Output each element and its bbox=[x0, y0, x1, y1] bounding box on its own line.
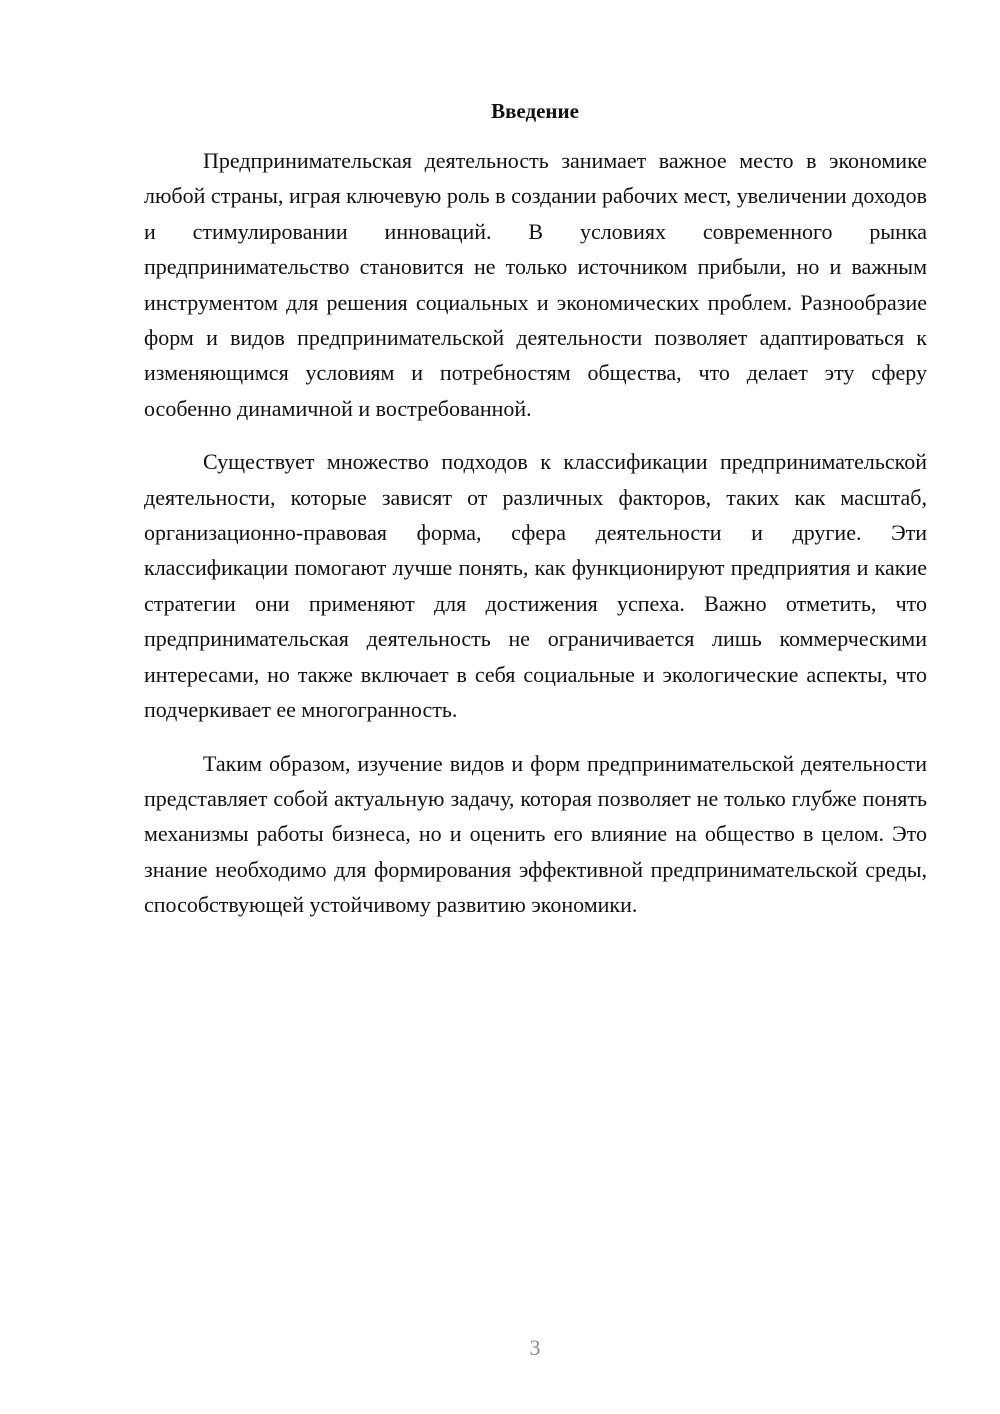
body-text bbox=[144, 143, 927, 923]
paragraph-2: Существует множество подходов к классификации предпринимательской деятельности, которые зависят от различных факторов, таких как масштаб, организационно-правовая форма, сфера деятельности и другие. Эти классификации помогают лучше понять, как функционируют предприятия и какие стратегии они применяют для достижения успеха. Важно отметить, что предпринимательская деятельность не ограничивается лишь коммерческими интересами, но также включает в себя социальные и экологические аспекты, что подчеркивает ее многогранность. bbox=[144, 449, 927, 723]
page-number: 3 bbox=[529, 1335, 541, 1360]
paragraph-1: Предпринимательская деятельность занимает важное место в экономике любой страны, играя ключевую роль в создании рабочих мест, увеличении доходов и стимулировании инноваций. В условиях современного рынка предпринимательство становится не только источником прибыли, но и важным инструментом для решения социальных и экономических проблем. Разнообразие форм и видов предпринимательской деятельности позволяет адаптироваться к изменяющимся условиям и потребностям общества, что делает эту сферу особенно динамичной и востребованной. bbox=[144, 148, 927, 421]
paragraph-3: Таким образом, изучение видов и форм предпринимательской деятельности представляет собой актуальную задачу, которая позволяет не только глубже понять механизмы работы бизнеса, но и оценить его влияние на общество в целом. Это знание необходимо для формирования эффективной предпринимательской среды, способствующей устойчивому развитию экономики. bbox=[144, 750, 927, 918]
section-heading: Введение bbox=[491, 99, 579, 123]
